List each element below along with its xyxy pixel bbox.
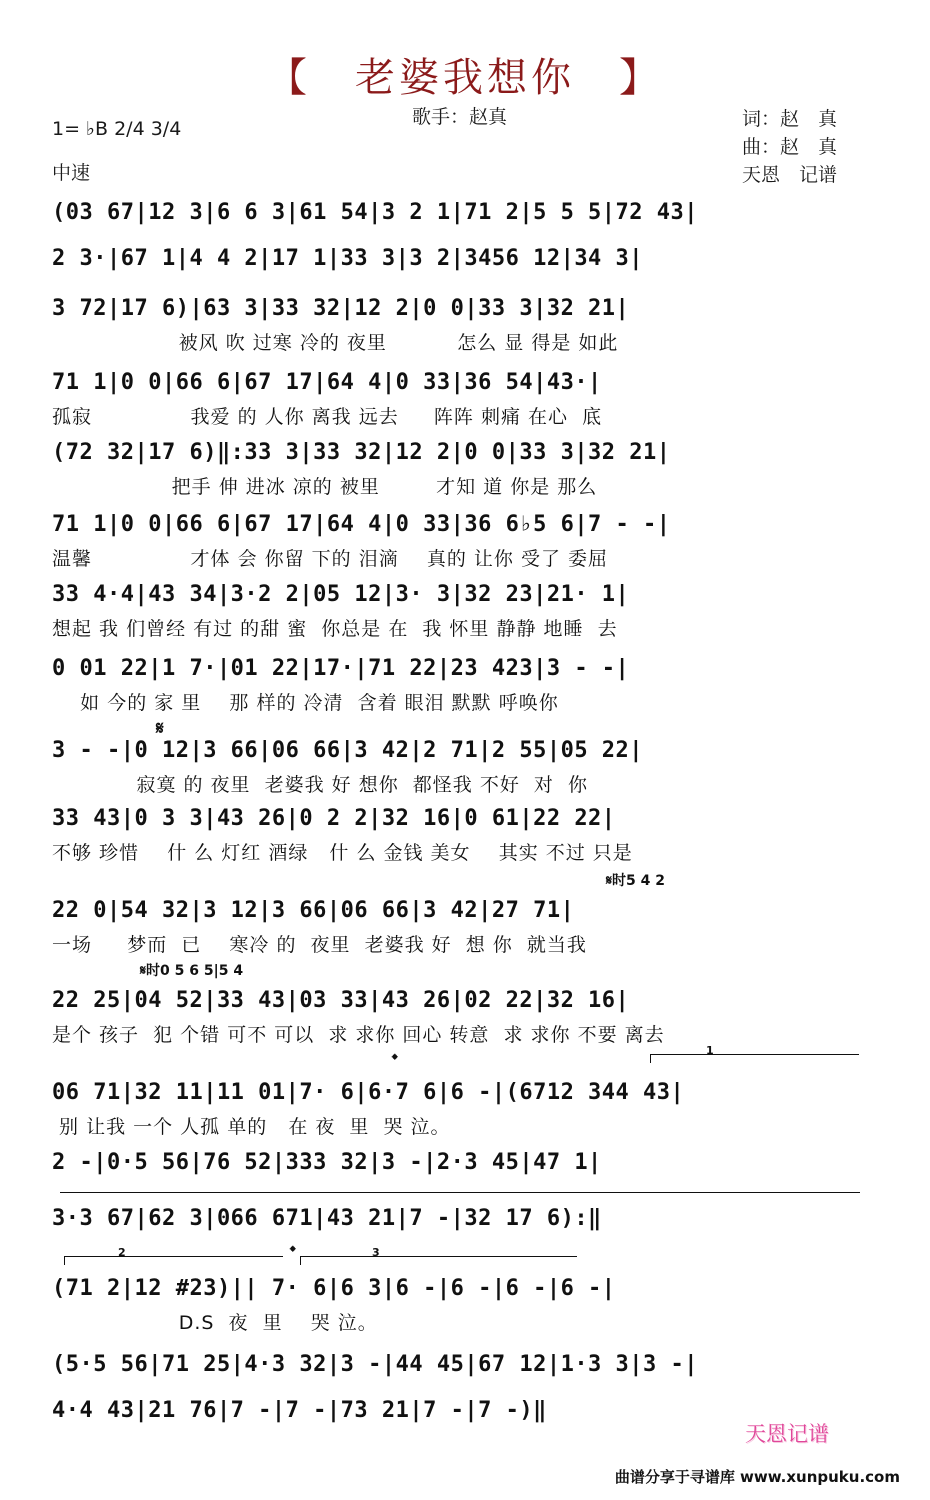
score-notes-row: 3 72|17 6)|63 3|33 32|12 2|0 0|33 3|32 21| — [52, 296, 630, 321]
ending-bracket-1 — [650, 1054, 859, 1063]
score-notes-row: 33 4·4|43 34|3·2 2|05 12|3· 3|32 23|21· 1| — [52, 582, 630, 607]
score-notes-row: 06 71|32 11|11 01|7· 6|6·7 6|6 -|(6712 344 43| — [52, 1080, 685, 1105]
ending-bracket-3 — [300, 1256, 577, 1265]
ending-number-1: 1 — [706, 1044, 714, 1057]
score-notes-row: 22 25|04 52|33 43|03 33|43 26|02 22|32 16| — [52, 988, 630, 1013]
score-lyrics-row: 孤寂 我爱 的 人你 离我 远去 阵阵 刺痛 在心 底 — [52, 406, 603, 428]
singer-label: 歌手：赵真 — [412, 106, 508, 128]
score-lyrics-row: 想起 我 们曾经 有过 的甜 蜜 你总是 在 我 怀里 静静 地睡 去 — [52, 618, 618, 640]
score-lyrics-row: 别 让我 一个 人孤 单的 在 夜 里 哭 泣。 — [52, 1116, 451, 1138]
score-notes-row: (03 67|12 3|6 6 3|61 54|3 2 1|71 2|5 5 5|72 43| — [52, 200, 699, 225]
segno-mark: 𝄋 — [156, 718, 164, 739]
score-lyrics-row: 寂寞 的 夜里 老婆我 好 想你 都怪我 不好 对 你 — [52, 774, 588, 796]
score-lyrics-row: 如 今的 家 里 那 样的 冷清 含着 眼泪 默默 呼唤你 — [52, 692, 559, 714]
key-signature: 1= ♭B 2/4 3/4 — [52, 118, 182, 140]
score-notes-row: (5·5 56|71 25|4·3 32|3 -|44 45|67 12|1·3 3|3 -| — [52, 1352, 699, 1377]
page-title: 【 老婆我想你 】 — [267, 55, 663, 101]
score-notes-row: 0 01 22|1 7·|01 22|17·|71 22|23 423|3 - -| — [52, 656, 630, 681]
tempo-label: 中速 — [52, 162, 91, 184]
ending-number-2: 2 — [118, 1246, 126, 1259]
watermark-stamp: 天恩记谱 — [745, 1422, 829, 1446]
segno-instruction-2: 𝄋时0 5 6 5|5 4 — [140, 963, 244, 979]
score-lyrics-row: 不够 珍惜 什 么 灯红 酒绿 什 么 金钱 美女 其实 不过 只是 — [52, 842, 633, 864]
score-lyrics-row: D.S 夜 里 哭 泣。 — [52, 1312, 378, 1334]
score-lyrics-row: 把手 伸 进冰 凉的 被里 才知 道 你是 那么 — [52, 476, 598, 498]
ending-number-3: 3 — [372, 1246, 380, 1259]
score-lyrics-row: 一场 梦而 已 寒冷 的 夜里 老婆我 好 想 你 就当我 — [52, 934, 587, 956]
lyricist-label: 词：赵 真 — [742, 108, 838, 130]
score-notes-row: 33 43|0 3 3|43 26|0 2 2|32 16|0 61|22 22| — [52, 806, 616, 831]
score-notes-row: 4·4 43|21 76|7 -|7 -|73 21|7 -|7 -)‖ — [52, 1398, 547, 1423]
score-notes-row: 71 1|0 0|66 6|67 17|64 4|0 33|36 6♭5 6|7 - -| — [52, 512, 671, 537]
coda-mark-2: 𝄌 — [290, 1242, 296, 1261]
segno-instruction-1: 𝄋时5 4 2 — [606, 873, 665, 889]
coda-mark: 𝄌 — [392, 1050, 398, 1069]
score-notes-row: (71 2|12 #23)|| 7· 6|6 3|6 -|6 -|6 -|6 -| — [52, 1276, 616, 1301]
footer-credit: 曲谱分享于寻谱库 www.xunpuku.com — [614, 1468, 900, 1486]
ending-bracket-1b — [60, 1192, 860, 1193]
score-lyrics-row: 被风 吹 过寒 冷的 夜里 怎么 显 得是 如此 — [52, 332, 619, 354]
ending-bracket-2 — [64, 1256, 283, 1265]
score-notes-row: 3·3 67|62 3|066 671|43 21|7 -|32 17 6):‖ — [52, 1206, 602, 1231]
score-notes-row: 22 0|54 32|3 12|3 66|06 66|3 42|27 71| — [52, 898, 575, 923]
transcriber-label: 天恩 记谱 — [742, 164, 838, 186]
composer-label: 曲：赵 真 — [742, 136, 838, 158]
score-notes-row: 2 -|0·5 56|76 52|333 32|3 -|2·3 45|47 1| — [52, 1150, 602, 1175]
score-notes-row: 3 - -|0 12|3 66|06 66|3 42|2 71|2 55|05 22| — [52, 738, 644, 763]
score-notes-row: 71 1|0 0|66 6|67 17|64 4|0 33|36 54|43·| — [52, 370, 602, 395]
score-lyrics-row: 温馨 才体 会 你留 下的 泪滴 真的 让你 受了 委屈 — [52, 548, 608, 570]
score-lyrics-row: 是个 孩子 犯 个错 可不 可以 求 求你 回心 转意 求 求你 不要 离去 — [52, 1024, 665, 1046]
score-notes-row: (72 32|17 6)‖:33 3|33 32|12 2|0 0|33 3|32 21| — [52, 440, 671, 465]
score-notes-row: 2 3·|67 1|4 4 2|17 1|33 3|3 2|3456 12|34 3| — [52, 246, 644, 271]
